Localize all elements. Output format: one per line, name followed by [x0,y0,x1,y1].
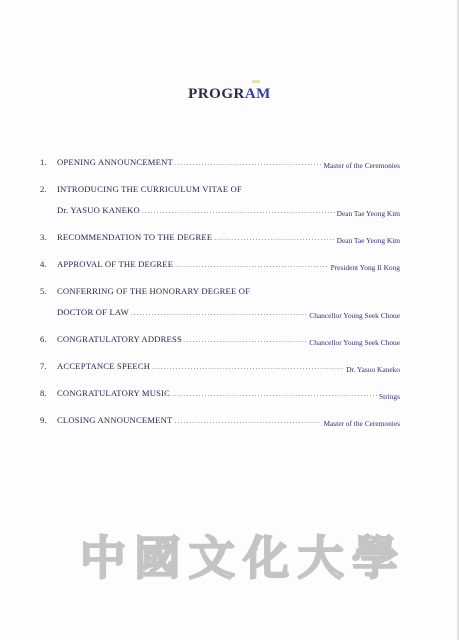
title-mark [252,80,260,83]
leader-dots [184,334,307,346]
item-presenter: Master of the Ceremonies [323,161,400,170]
program-item-4 [40,258,400,271]
item-presenter: Dr. Yasuo Kaneko [346,365,400,374]
program-item-2-cont [40,204,400,217]
watermark-char: 大 [297,531,346,585]
watermark-char: 國 [134,531,183,585]
item-number: 8. [40,388,47,398]
item-number: 4. [40,259,47,269]
item-label: APPROVAL OF THE DEGREE [57,259,174,269]
program-item-5-cont [40,306,400,319]
watermark-char: 學 [351,531,400,585]
item-number: 1. [40,157,47,167]
item-presenter: Dean Tae Yeong Kim [336,236,400,245]
program-title [0,86,459,103]
item-label: CONFERRING OF THE HONORARY DEGREE OF [57,286,251,296]
leader-dots [175,259,328,271]
item-label: INTRODUCING THE CURRICULUM VITAE OF [57,184,243,194]
item-number: 6. [40,334,47,344]
item-number: 3. [40,232,47,242]
item-presenter: Strings [379,392,400,401]
item-label: CLOSING ANNOUNCEMENT [57,415,173,425]
item-number: 7. [40,361,47,371]
program-title-part1: PROGR [188,86,245,102]
program-item-1 [40,156,400,169]
program-item-7 [40,360,400,373]
item-label: OPENING ANNOUNCEMENT [57,157,173,167]
watermark-char: 文 [188,531,237,585]
leader-dots [174,415,321,427]
leader-dots [172,388,377,400]
item-label-line2: DOCTOR OF LAW [57,307,129,317]
program-title-part2: AM [244,86,271,102]
leader-dots [214,232,334,244]
program-item-8 [40,387,400,400]
item-label-line2: Dr. YASUO KANEKO [57,205,140,215]
program-item-5 [40,285,400,297]
watermark-char: 化 [243,531,292,585]
item-number: 2. [40,184,47,194]
item-label: CONGRATULATORY MUSIC [57,388,171,398]
program-item-2 [40,183,400,195]
item-presenter: Chancellor Young Seek Choue [309,338,400,347]
program-list [40,156,400,441]
program-item-6 [40,333,400,346]
item-number: 5. [40,286,47,296]
item-presenter: President Yong Il Kong [330,263,400,272]
item-label: RECOMMENDATION TO THE DEGREE [57,232,213,242]
leader-dots [175,157,321,169]
item-number: 9. [40,415,47,425]
program-item-3 [40,231,400,244]
item-label: ACCEPTANCE SPEECH [57,361,151,371]
item-presenter: Chancellor Young Seek Choue [309,311,400,320]
program-item-9 [40,414,400,427]
leader-dots [152,361,344,373]
university-watermark [80,522,400,588]
leader-dots [142,205,335,217]
item-presenter: Master of the Ceremonies [323,419,400,428]
leader-dots [131,307,307,319]
watermark-char: 中 [80,531,128,585]
item-presenter: Dean Tae Yeong Kim [336,209,400,218]
item-label: CONGRATULATORY ADDRESS [57,334,182,344]
